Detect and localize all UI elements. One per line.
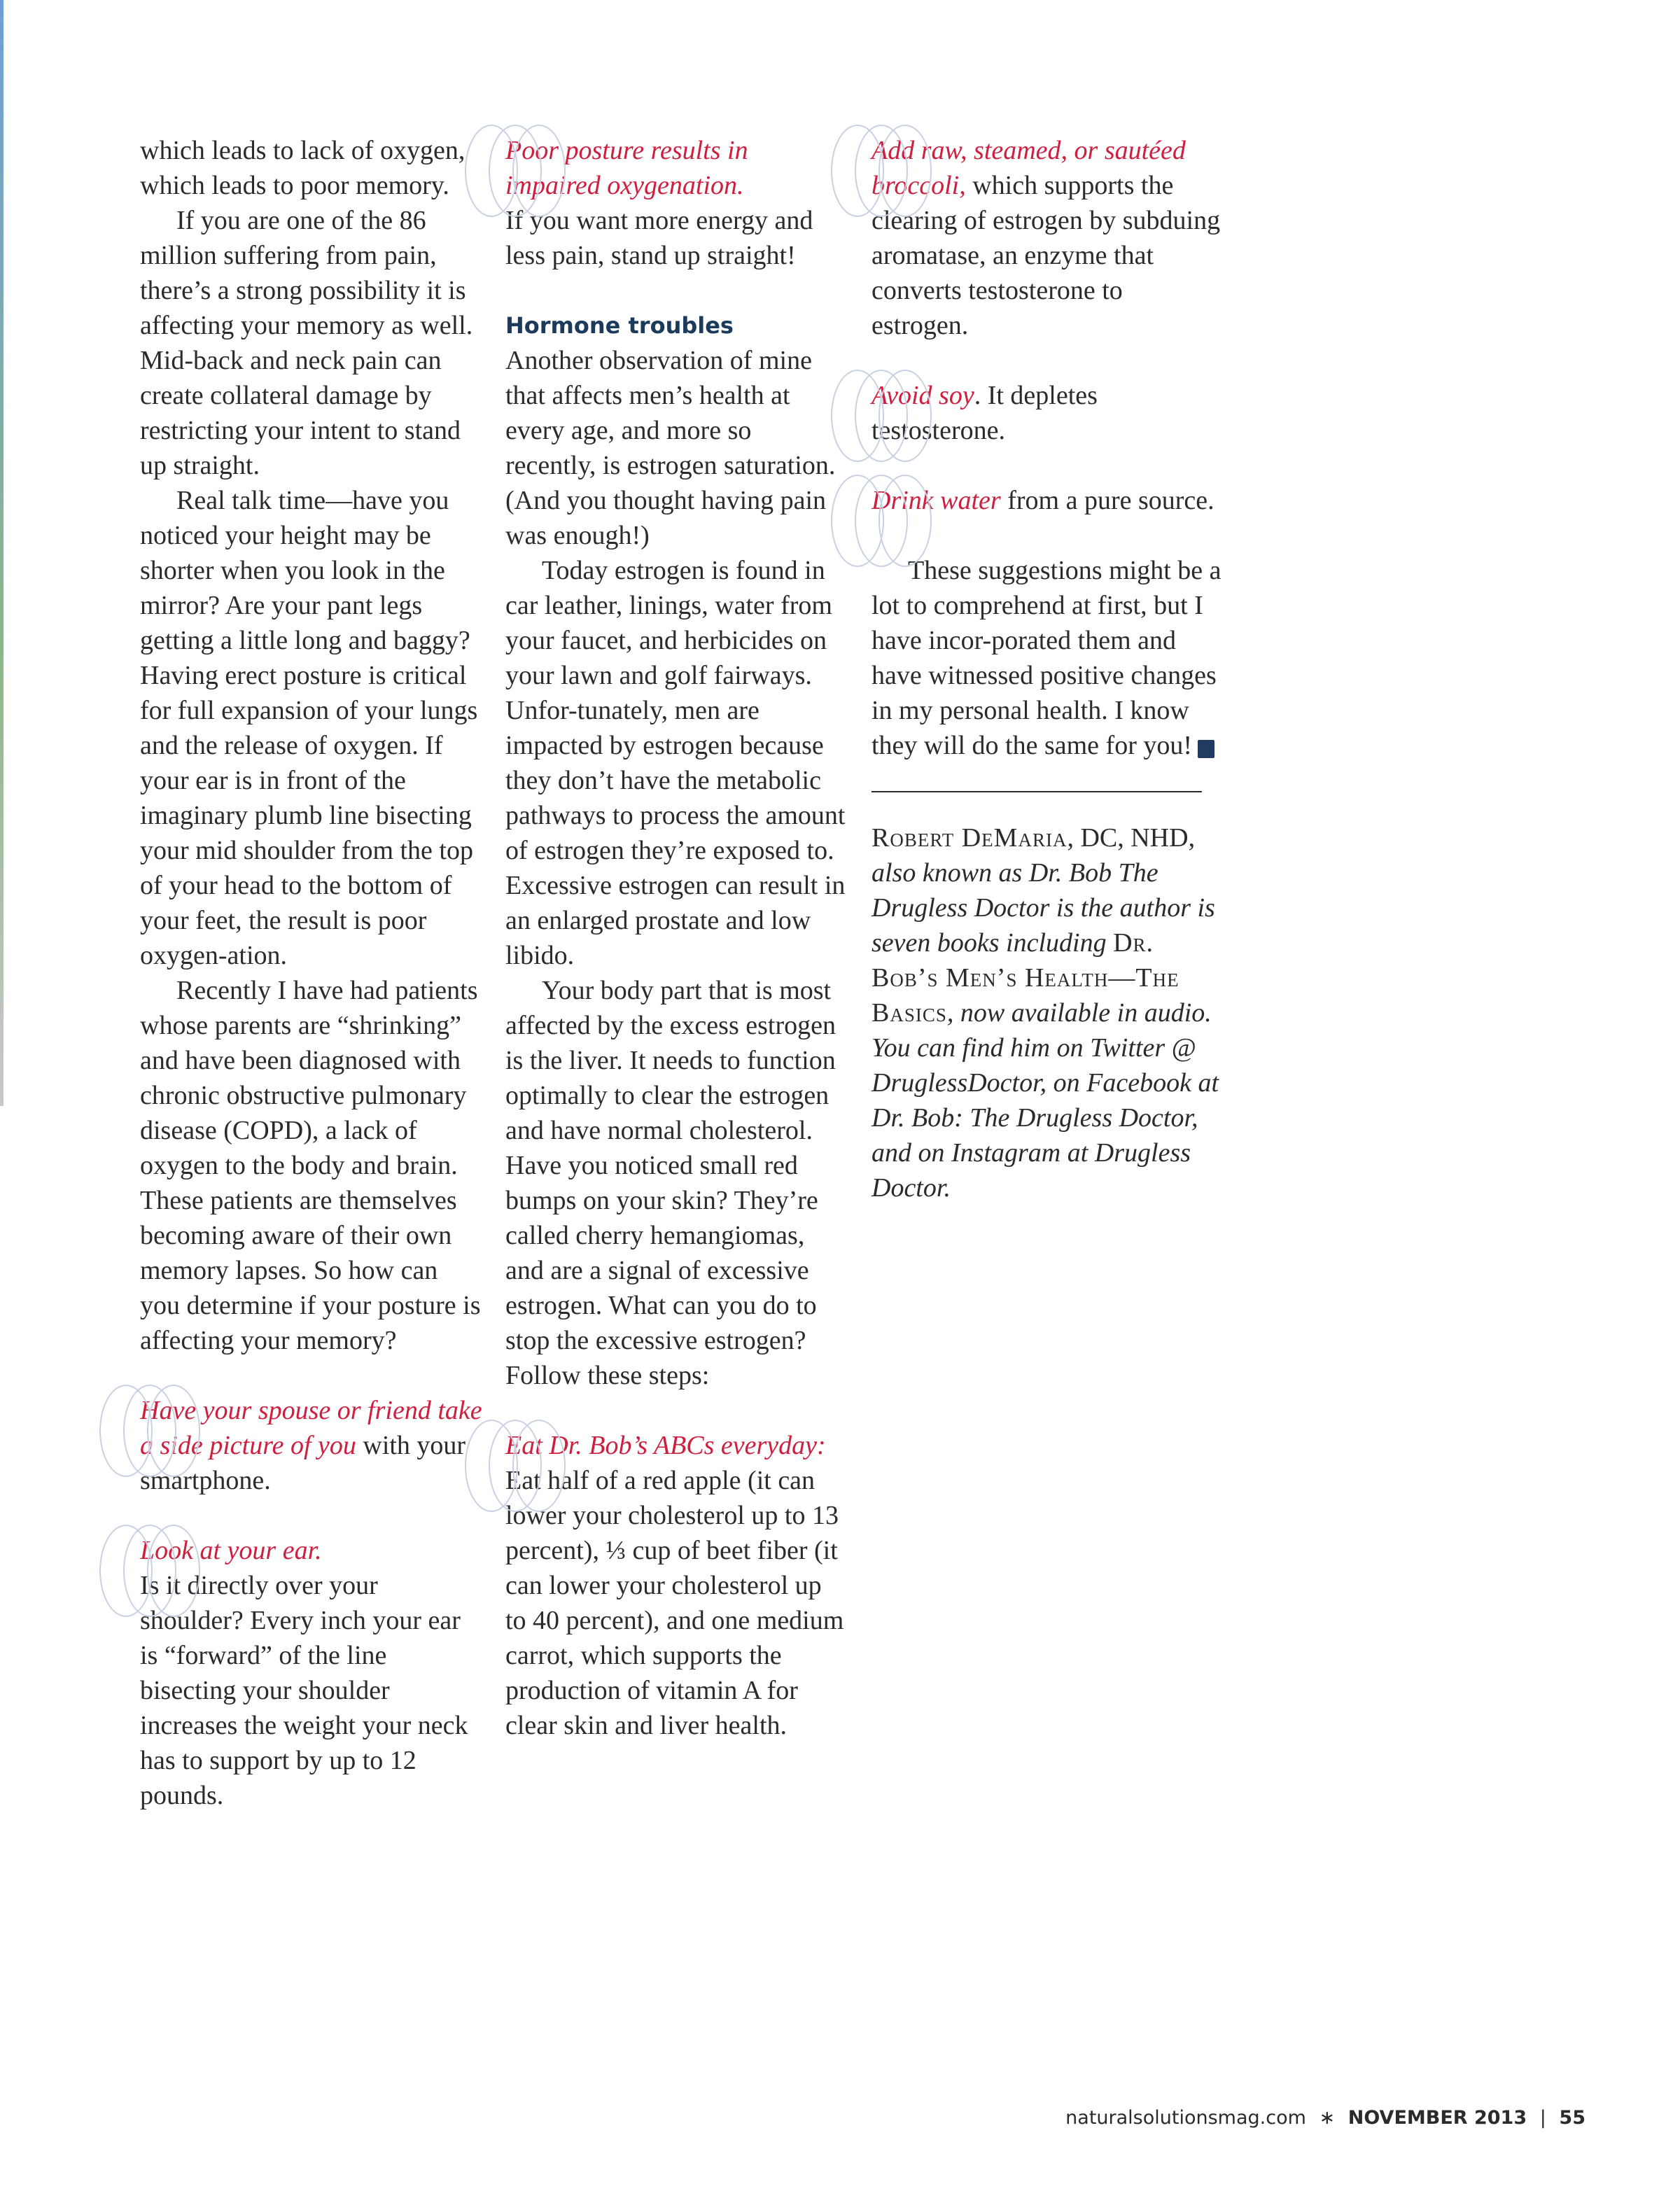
spacer — [872, 518, 1222, 553]
article-column-2 — [505, 133, 848, 1743]
tip-text: which supports the clearing of estrogen by subduing aromatase, an enzyme that converts testosterone to estrogen. — [872, 171, 1221, 340]
spacer — [140, 1498, 483, 1533]
tip-broccoli — [872, 133, 1222, 343]
spacer — [140, 1358, 483, 1393]
tip-look-at-ear — [140, 1533, 483, 1813]
tip-lead: Poor posture results in impaired oxygenation. — [505, 136, 748, 200]
tip-lead: Drink water — [872, 486, 1001, 515]
article-column-1 — [140, 133, 483, 1813]
tip-spouse-photo — [140, 1393, 483, 1498]
tip-poor-posture — [505, 133, 848, 273]
section-heading: Hormone troubles — [505, 312, 734, 339]
page-footer — [1050, 2107, 1586, 2129]
article-column-3 — [872, 133, 1247, 1205]
paragraph: Your body part that is most affected by the excess estrogen is the liver. It needs to function optimally to clear the estrogen and have normal cholesterol. Have you noticed small red bumps on your skin? They’re called cherry hemangiomas, and are a signal of excessive estrogen. What can you do to stop the excessive estrogen? Follow these steps: — [505, 976, 836, 1390]
paragraph: Recently I have had patients whose parents are “shrinking” and have been diagnosed with chronic obstructive pulmonary disease (COPD), a lack of oxygen to the body and brain. These patients are themselves becoming aware of their own memory lapses. So how can you determine if your posture is affecting your memory? — [140, 976, 481, 1355]
paragraph: If you are one of the 86 million suffering from pain, there’s a strong possibility it is affecting your memory as well. Mid-back and neck pain can create collateral damage by restricting your intent to stand up straight. — [140, 206, 473, 480]
tip-text: If you want more energy and less pain, stand up straight! — [505, 206, 813, 270]
paragraph: Real talk time—have you noticed your height may be shorter when you look in the mirror? Are your pant legs getting a little long and baggy? Having erect posture is critical for full expansion of your lungs and the release of oxygen. If your ear is in front of the imaginary plumb line bisecting your mid shoulder from the top of your head to the bottom of your feet, the result is poor oxygen-ation. — [140, 486, 478, 970]
closing-paragraph — [872, 553, 1247, 763]
footer-issue: NOVEMBER 2013 — [1348, 2107, 1527, 2129]
book-title: Dr. Bob’s Men’s Health—The Basics — [872, 928, 1180, 1028]
paragraph: Another observation of mine that affects men’s health at every age, and more so recently, is estrogen saturation. (And you thought having pain was enough!) — [505, 346, 836, 550]
tip-text: from a pure source. — [1000, 486, 1214, 515]
paragraph-text: These suggestions might be a lot to comprehend at first, but I have incor-porated them and have witnessed positive changes in my personal health. I know they will do the same for you! — [872, 556, 1222, 760]
tip-lead: Eat Dr. Bob’s ABCs everyday: — [505, 1431, 826, 1460]
tip-avoid-soy — [872, 378, 1222, 448]
spacer — [505, 273, 848, 308]
author-name: Robert DeMaria — [872, 823, 1068, 853]
paragraph: Today estrogen is found in car leather, linings, water from your faucet, and herbicides on your lawn and golf fairways. Unfor-tunately, men are impacted by estrogen because they don’t have the metabolic pathways to process the amount of estrogen they’re exposed to. Excessive estrogen can result in an enlarged prostate and low libido. — [505, 556, 846, 970]
tip-text: . It depletes testosterone. — [872, 381, 1098, 445]
tip-abcs — [505, 1428, 848, 1743]
tip-text: Is it directly over your shoulder? Every inch your ear is “forward” of the line bisecting your shoulder increases the weight your neck has to support by up to 12 pounds. — [140, 1571, 468, 1810]
spacer — [872, 448, 1222, 483]
tip-lead: Have your spouse or friend take a side picture of you — [140, 1396, 482, 1460]
tip-lead: Add raw, steamed, or sautéed broccoli, — [872, 136, 1186, 200]
tip-lead: Avoid soy — [872, 381, 974, 410]
page-number: 55 — [1559, 2107, 1586, 2129]
author-credentials: , DC, NHD, — [1067, 823, 1196, 853]
tip-drink-water — [872, 483, 1222, 518]
author-bio — [872, 820, 1222, 1205]
bio-text: , now available in audio. You can find him on Twitter @ DruglessDoctor, on Facebook at Dr. Bob: The Drugless Doctor, and on Instagram at Drugless Doctor. — [872, 998, 1219, 1203]
spacer — [872, 343, 1222, 378]
tip-text: Eat half of a red apple (it can lower your cholesterol up to 13 percent), ⅓ cup of beet fiber (it can lower your cholesterol up to 40 percent), and one medium carrot, which supports the production of vitamin A for clear skin and liver health. — [505, 1466, 844, 1740]
tip-text: with your smartphone. — [140, 1431, 466, 1495]
page-edge-strip — [0, 0, 4, 1106]
footer-divider: | — [1539, 2107, 1546, 2129]
spacer — [505, 1393, 848, 1428]
end-mark-icon: ns — [1198, 740, 1214, 758]
paragraph: which leads to lack of oxygen, which leads to poor memory. — [140, 136, 465, 200]
tip-lead: Look at your ear. — [140, 1536, 322, 1565]
bio-text: also known as Dr. Bob The Drugless Doctor is the author is seven books including — [872, 858, 1215, 958]
footer-star: ∗ — [1319, 2107, 1336, 2129]
footer-site: naturalsolutionsmag.com — [1065, 2107, 1306, 2129]
divider — [872, 791, 1202, 792]
